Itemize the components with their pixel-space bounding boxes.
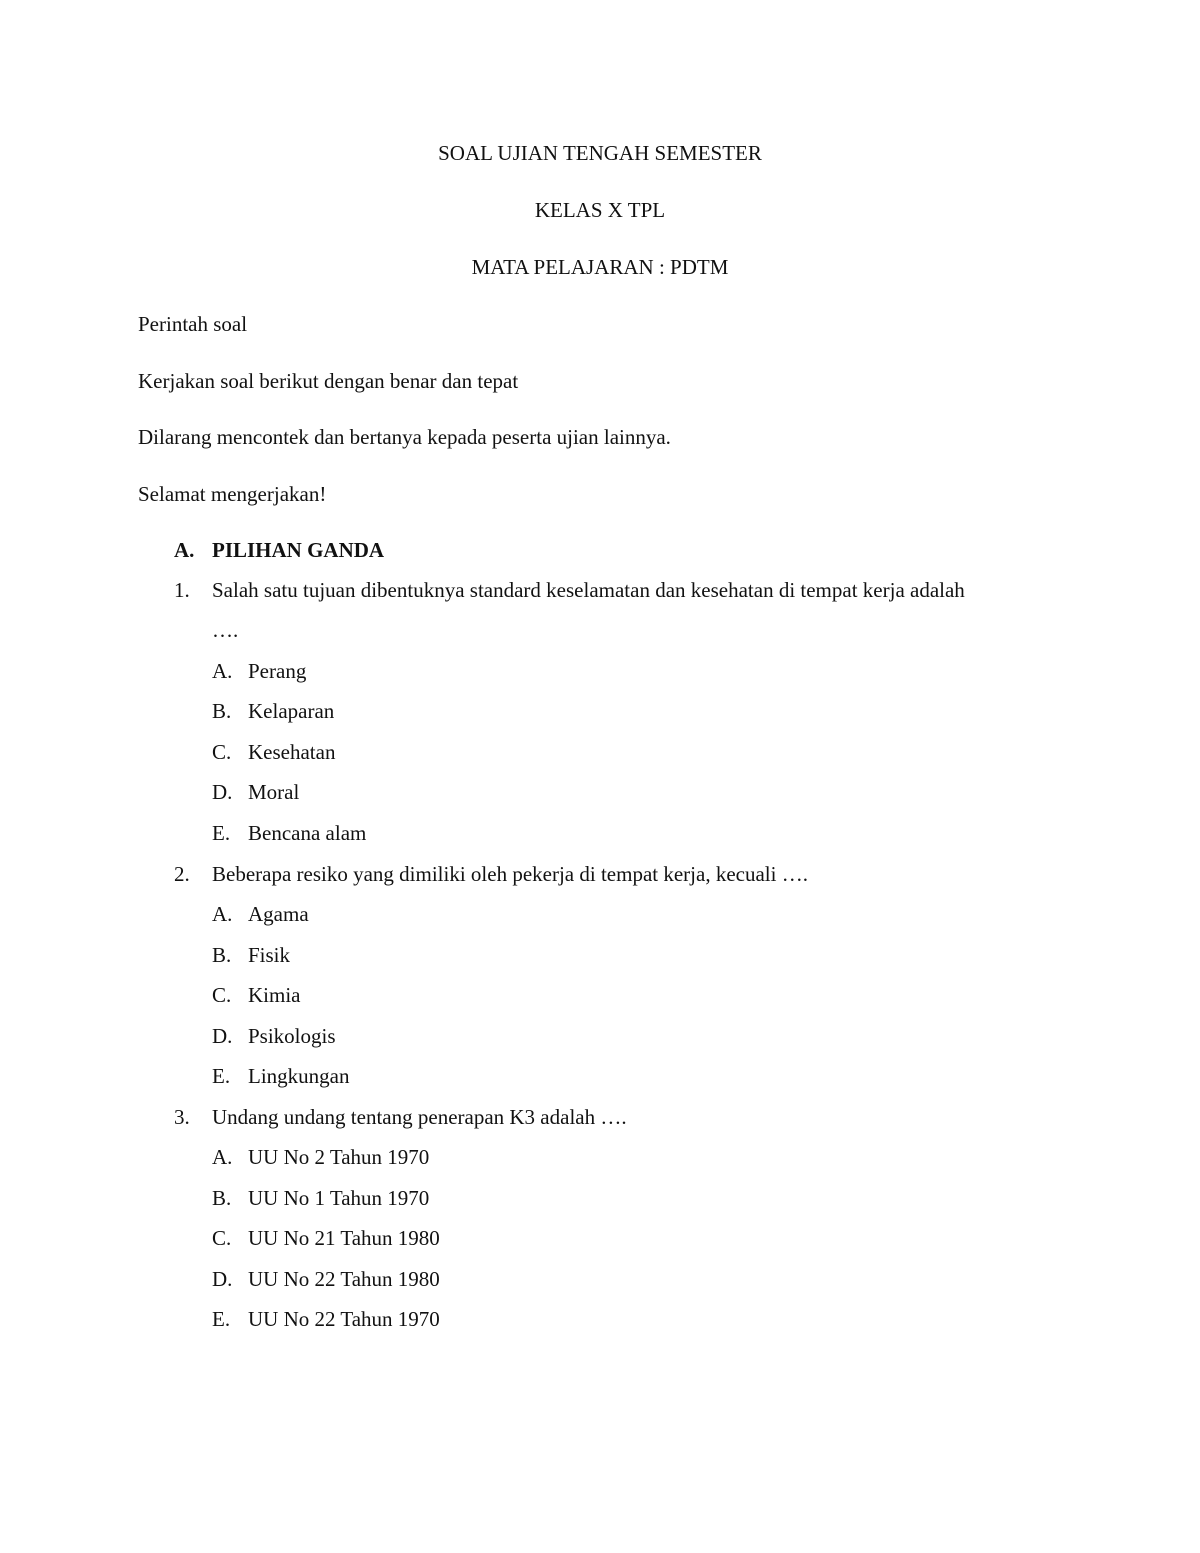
option-letter: B. bbox=[212, 943, 232, 967]
option-letter: E. bbox=[212, 821, 231, 845]
question-number: 3. bbox=[174, 1105, 190, 1129]
option-text: Kesehatan bbox=[248, 740, 336, 764]
instruction-line-2: Dilarang mencontek dan bertanya kepada peserta ujian lainnya. bbox=[138, 425, 671, 449]
exam-class: KELAS X TPL bbox=[534, 198, 666, 222]
option-letter: B. bbox=[212, 1186, 232, 1210]
exam-title: SOAL UJIAN TENGAH SEMESTER bbox=[438, 141, 762, 165]
question-text: Salah satu tujuan dibentuknya standard keselamatan dan kesehatan di tempat kerja adalah bbox=[212, 578, 965, 602]
option-letter: E. bbox=[212, 1064, 231, 1088]
option-letter: C. bbox=[212, 983, 232, 1007]
option-letter: D. bbox=[212, 1267, 233, 1291]
option-text: Kimia bbox=[248, 983, 301, 1007]
option-text: Psikologis bbox=[248, 1024, 336, 1048]
option-text: UU No 22 Tahun 1980 bbox=[248, 1267, 440, 1291]
option-letter: D. bbox=[212, 1024, 233, 1048]
instruction-line-1: Kerjakan soal berikut dengan benar dan tepat bbox=[138, 369, 519, 393]
question-text: Beberapa resiko yang dimiliki oleh pekerja di tempat kerja, kecuali …. bbox=[212, 862, 808, 886]
option-letter: B. bbox=[212, 699, 232, 723]
option-letter: A. bbox=[212, 659, 233, 683]
question-text: Undang undang tentang penerapan K3 adalah …. bbox=[212, 1105, 627, 1129]
option-text: Perang bbox=[248, 659, 307, 683]
option-text: UU No 21 Tahun 1980 bbox=[248, 1226, 440, 1250]
question-number: 1. bbox=[174, 578, 190, 602]
option-text: Kelaparan bbox=[248, 699, 335, 723]
instructions-heading: Perintah soal bbox=[138, 312, 248, 336]
option-text: Agama bbox=[248, 902, 309, 926]
instruction-line-3: Selamat mengerjakan! bbox=[138, 482, 327, 506]
option-letter: A. bbox=[212, 1145, 233, 1169]
option-text: Moral bbox=[248, 780, 300, 804]
option-text: Fisik bbox=[248, 943, 291, 967]
exam-subject: MATA PELAJARAN : PDTM bbox=[471, 255, 729, 279]
option-letter: E. bbox=[212, 1307, 231, 1331]
option-text: UU No 1 Tahun 1970 bbox=[248, 1186, 430, 1210]
option-text: Lingkungan bbox=[248, 1064, 350, 1088]
option-letter: C. bbox=[212, 740, 232, 764]
section-letter: A. bbox=[174, 538, 195, 562]
option-letter: A. bbox=[212, 902, 233, 926]
option-text: UU No 2 Tahun 1970 bbox=[248, 1145, 430, 1169]
question-text-continuation: …. bbox=[212, 618, 239, 642]
option-text: UU No 22 Tahun 1970 bbox=[248, 1307, 440, 1331]
option-text: Bencana alam bbox=[248, 821, 367, 845]
option-letter: C. bbox=[212, 1226, 232, 1250]
question-number: 2. bbox=[174, 862, 190, 886]
section-title: PILIHAN GANDA bbox=[212, 538, 385, 562]
option-letter: D. bbox=[212, 780, 233, 804]
